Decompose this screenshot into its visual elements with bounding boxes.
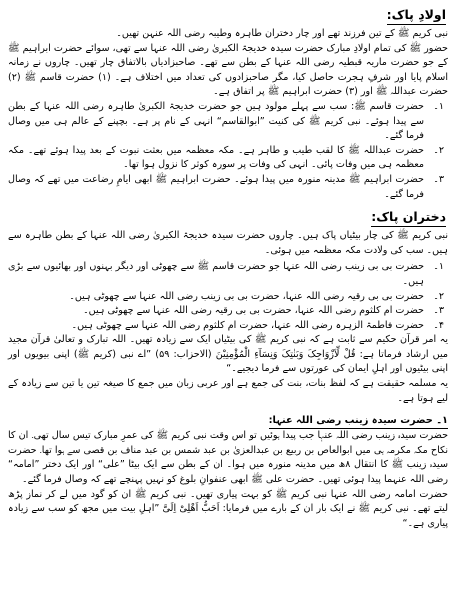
body-paragraph: حضور ﷺ کی تمام اولادِ مبارک حضرت سیدہ خدیجۃ الکبریٰ رضی اللہ عنہا سے تھی، سوائے حضرت ابراہیم ﷺ کے جو حضرت ماریہ قبطیہ رضی اللہ عنہا کے بطن سے تھے۔ صاحبزادیاں بالاتفاق چار تھیں۔ چاروں نے زمانہ اسلام پایا اور شرفِ ہجرت حاصل کیا، مگر صاحبزادوں کی تعداد میں اختلاف ہے۔ (۱) حضرت قاسم ﷺ (۲) حضرت عبداللہ ﷺ اور (۳) حضرت ابراہیم ﷺ پر اتفاق ہے۔ — [8, 42, 448, 98]
quran-verse-paragraph: یہ امر قرآن حکیم سے ثابت ہے کہ نبی کریم ﷺ کی بیٹیاں ایک سے زیادہ تھیں۔ اللہ تبارک و تعالیٰ قرآن مجید میں ارشاد فرماتا ہے: قُلْ لِّاَزْوَاجِکَ وَبَنٰتِکَ وَنِسَآءِ الْمُؤْمِنِیْنَ (الاحزاب: ۵۹) ”اے نبی (کریم ﷺ) اپنی بیویوں اور اپنی بیٹیوں اور اہلِ ایمان کی عورتوں سے فرما دیجیے۔“ — [8, 334, 448, 375]
item-text: حضرت فاطمۃ الزہرہ رضی اللہ عنہا، حضرت ام کلثوم رضی اللہ عنہا سے چھوٹی ہیں۔ — [71, 319, 424, 331]
section-children — [8, 4, 448, 202]
list-item — [8, 304, 448, 319]
list-item — [8, 260, 448, 289]
list-item — [8, 144, 448, 173]
body-paragraph: حضرت امامہ رضی اللہ عنہا نبی کریم ﷺ کو بہت پیاری تھیں۔ نبی کریم ﷺ ان کو گود میں لے کر نماز پڑھ لیتے تھے۔ نبی کریم ﷺ نے ایک بار ان کے بارے میں فرمایا: اَحَبُّ اَھْلِیْ اِلَیَّ ”اہلِ بیت میں مجھ کو سب سے زیادہ پیاری ہے۔“ — [8, 488, 448, 529]
list-item — [8, 100, 448, 144]
intro-paragraph: نبی کریم ﷺ کے تین فرزند تھے اور چار دختران طاہرہ وطیبہ رضی اللہ عنہن تھیں۔ — [116, 28, 448, 39]
item-text: حضرت بی بی زینب رضی اللہ عنہا جو حضرت قاسم ﷺ سے چھوٹی اور دیگر بہنوں اور بھائیوں سے بڑی ہیں۔ — [8, 261, 424, 287]
item-number: ۱۔ — [433, 100, 444, 112]
item-number: ۳۔ — [433, 305, 444, 317]
item-text: حضرت عبداللہ ﷺ کا لقب طیب و طاہر ہے۔ مکہ معظمہ میں بعثت نبوت کے بعد پیدا ہوئے تھے۔ مکہ معظمہ ہی میں وفات پائی۔ انہی کی وفات پر سورہ کوثر کا نزول ہوا تھا۔ — [8, 144, 424, 171]
item-number: ۲۔ — [433, 290, 444, 302]
list-item — [8, 173, 448, 202]
item-number: ۳۔ — [433, 173, 444, 185]
list-item — [8, 290, 448, 305]
item-text: حضرت بی بی رقیہ رضی اللہ عنہا، حضرت بی بی زینب رضی اللہ عنہا سے چھوٹی ہیں۔ — [69, 290, 424, 302]
section-zainab — [8, 408, 448, 531]
item-text: حضرت ابراہیم ﷺ مدینہ منورہ میں پیدا ہوئے۔ حضرت ابراہیم ﷺ ابھی ایامِ رضاعت میں تھے کہ وصال فرما گئے۔ — [8, 173, 424, 200]
body-paragraph: حضرت سیدہ زینب رضی اللہ عنہا جب پیدا ہوئیں تو اس وقت نبی کریم ﷺ کی عمرِ مبارک تیس سال تھی۔ ان کا نکاح مکہ مکرمہ ہی میں ابوالعاص بن ربیع بن عبدالعزیٰ بن عبد شمس بن عبد مناف بن قصی سے ہوا تھا۔ حضرت سیدہ زینب ﷺ کا انتقال ۸ھ میں مدینہ منورہ میں ہوا۔ ان کے بطن سے ایک بیٹا ”علی“ اور ایک دختر ”امامہ“ رضی اللہ عنہما پیدا ہوئی تھیں۔ حضرت علی ﷺ ابھی عنفوانِ بلوغ کو نہیں پہنچے تھے کہ وصال فرما گئے۔ — [8, 430, 448, 486]
item-text: حضرت ام کلثوم رضی اللہ عنہا، حضرت بی بی رقیہ رضی اللہ عنہا سے چھوٹی ہیں۔ — [83, 305, 424, 317]
intro-paragraph: نبی کریم ﷺ کی چار بیٹیاں پاک ہیں۔ چاروں حضرت سیدہ خدیجۃ الکبریٰ رضی اللہ عنہا کے بطن طاہرہ سے ہیں۔ سب کی ولادت مکہ معظمہ میں ہوئی۔ — [8, 230, 448, 256]
list-item — [8, 319, 448, 334]
item-number: ۲۔ — [433, 144, 444, 156]
item-number: ۴۔ — [433, 319, 444, 331]
body-paragraph: یہ مسلمہ حقیقت ہے کہ لفظ بنات، بنت کی جمع ہے اور عربی زبان میں جمع کا صیغہ تین یا تین سے زیادہ کے لیے ہوتا ہے۔ — [8, 378, 448, 404]
item-text: حضرت قاسم ﷺ: سب سے پہلے مولود ہیں جو حضرت خدیجۃ الکبریٰ طاہرہ رضی اللہ عنہا کے بطن سے پیدا ہوئے۔ نبی کریم ﷺ کی کنیت ”ابوالقاسم“ انہی کے نام پر ہے۔ بچپنے کے عالم ہی میں وصال فرما گئے۔ — [8, 100, 424, 142]
section-heading-children: اولادِ پاک: — [387, 6, 446, 25]
subsection-heading-zainab: ۱۔ حضرت سیدہ زینب رضی اللہ عنہا: — [269, 413, 448, 429]
section-daughters — [8, 206, 448, 406]
item-number: ۱۔ — [433, 261, 444, 273]
section-heading-daughters: دختران پاک: — [371, 208, 446, 227]
